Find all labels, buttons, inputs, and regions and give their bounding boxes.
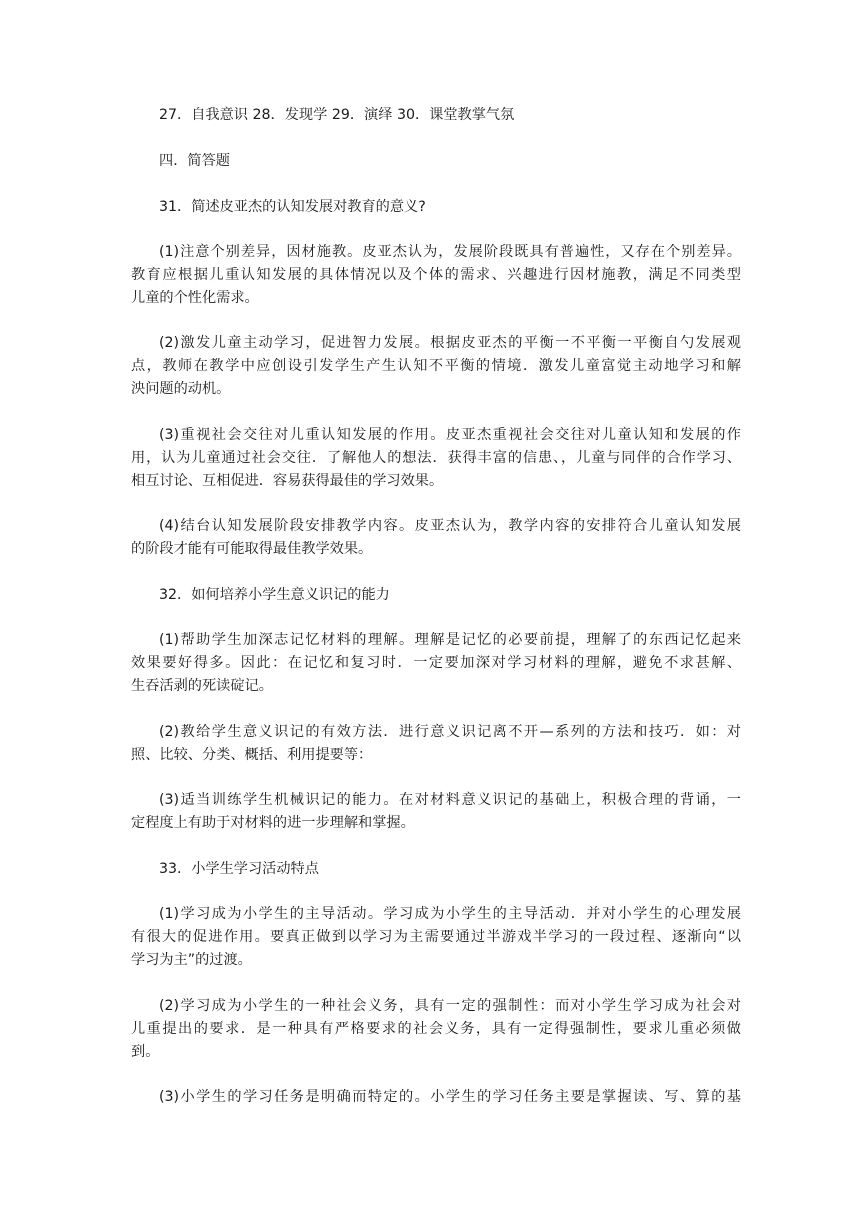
question-33: 33．小学生学习活动特点	[159, 861, 319, 877]
q33-para3-line1: (3)小学生的学习任务是明确而特定的。小学生的学习任务主要是掌握读、写、算的基	[159, 1089, 741, 1105]
section-heading: 四．简答题	[159, 153, 230, 169]
q33-para2-line3: 到。	[131, 1044, 160, 1060]
answer-line-27-30: 27．自我意识 28．发现学 29．演绎 30．课堂教掌气氛	[159, 107, 515, 123]
q32-para3-line1: (3)适当训练学生机械识记的能力。在对材料意义识记的基础上，积极合理的背诵，一	[159, 792, 741, 808]
q32-para2-line2: 照、比较、分类、概括、利用提要等：	[131, 747, 373, 763]
q33-para1-line2: 有很大的促进作用。要真正做到以学习为主需要通过半游戏半学习的一段过程、逐渐向“以	[131, 929, 741, 945]
question-32: 32．如何培养小学生意义识记的能力	[159, 587, 390, 603]
q31-para3-line3: 相互讨论、互相促进．容易获得最佳的学习效果。	[131, 473, 444, 489]
q33-para1-line3: 学习为主”的过渡。	[131, 952, 252, 968]
q31-para2-line2: 点，教师在教学中应创设引发学生产生认知不平衡的情境．激发儿童富觉主动地学习和解	[131, 358, 741, 374]
q33-para2-line2: 儿重提出的要求．是一种具有严格要求的社会义务，具有一定得强制性，要求儿重必须做	[131, 1021, 741, 1037]
q31-para3-line1: (3)重视社会交往对儿重认知发展的作用。皮亚杰重视社会交往对儿童认知和发展的作	[159, 427, 741, 443]
q32-para1-line2: 效果要好得多。因此：在记忆和复习时．一定要加深对学习材料的理解，避免不求甚解、	[131, 655, 741, 671]
q31-para2-line1: (2)激发儿童主动学习，促进智力发展。根据皮亚杰的平衡一不平衡一平衡自勺发展观	[159, 335, 741, 351]
q31-para4-line1: (4)结台认知发展阶段安排教学内容。皮亚杰认为，教学内容的安排符合儿童认知发展	[159, 518, 741, 534]
q31-para1-line3: 儿童的个性化需求。	[131, 290, 259, 306]
q31-para2-line3: 泱问题的动机。	[131, 381, 231, 397]
q33-para1-line1: (1)学习成为小学生的主导活动。学习成为小学生的主导活动．并对小学生的心理发展	[159, 906, 741, 922]
question-31: 31．简述皮亚杰的认知发展对教育的意义?	[159, 199, 426, 215]
q32-para1-line1: (1)帮助学生加深志记忆材料的理解。理解是记忆的必要前提，理解了的东西记忆起来	[159, 632, 741, 648]
q32-para3-line2: 定程度上有助于对材料的进一步理解和掌握。	[131, 815, 415, 831]
q32-para2-line1: (2)教给学生意义识记的有效方法．进行意义识记离不开—系列的方法和技巧．如：对	[159, 724, 741, 740]
q31-para3-line2: 用，认为儿童通过社会交往．了解他人的想法．获得丰富的信患、，儿童与同伴的合作学习、	[131, 450, 741, 466]
q32-para1-line3: 生吞活剥的死读碇记。	[131, 678, 273, 694]
q31-para4-line2: 的阶段才能有可能取得最佳教学效果。	[131, 541, 373, 557]
q31-para1-line1: (1)注意个别差异，因材施教。皮亚杰认为，发展阶段既具有普遍性，又存在个别差异。	[159, 244, 741, 260]
q31-para1-line2: 教育应根据儿重认知发展的具体情况以及个体的需求、兴趣进行因材施教，满足不同类型	[131, 267, 741, 283]
q33-para2-line1: (2)学习成为小学生的一种社会义务，具有一定的强制性：而对小学生学习成为社会对	[159, 998, 741, 1014]
